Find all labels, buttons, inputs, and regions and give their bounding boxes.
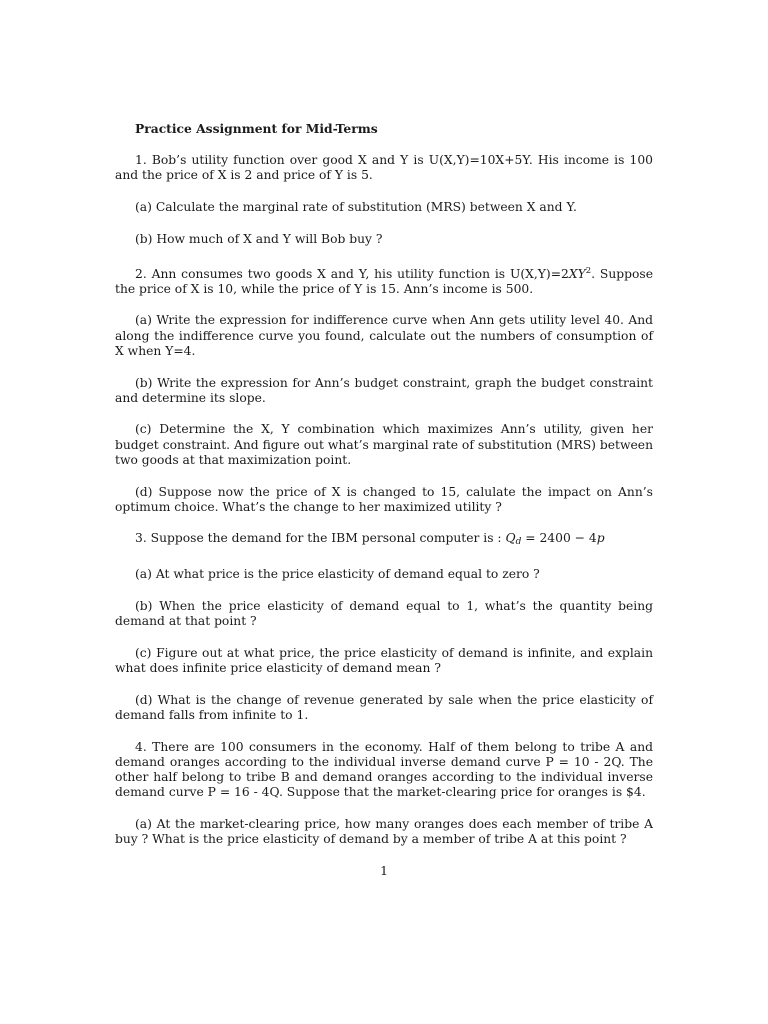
page-number: 1 — [380, 864, 388, 878]
paragraph: (a) Calculate the marginal rate of substitution (MRS) between X and Y. — [135, 200, 577, 215]
paragraph: (b) How much of X and Y will Bob buy ? — [135, 231, 383, 246]
paragraph: (d) Suppose now the price of X is changed to 15, calulate the impact on Ann’s optimum choice. What’s the change to her maximized utility ? — [115, 484, 653, 514]
paragraph: 2. Ann consumes two goods X and Y, his utility function is $U(X,Y)=2XY^2$. Suppose the price of X is 10, while the price of Y is 15. Ann’s income is 500. — [115, 265, 653, 296]
paragraph-list — [115, 153, 653, 847]
paragraph: (b) Write the expression for Ann’s budget constraint, graph the budget constraint and determine its slope. — [115, 375, 653, 405]
paragraph: (b) When the price elasticity of demand equal to 1, what’s the quantity being demand at that point ? — [115, 598, 653, 629]
paragraph: (d) What is the change of revenue generated by sale when the price elasticity of demand falls from infinite to 1. — [115, 692, 653, 722]
paragraph: 1. Bob’s utility function over good X and Y is U(X,Y)=10X+5Y. His income is 100 and the price of X is 2 and price of Y is 5. — [115, 153, 653, 183]
paragraph: (c) Figure out at what price, the price elasticity of demand is infinite, and explain what does infinite price elasticity of demand mean ? — [115, 645, 653, 675]
paragraph: 3. Suppose the demand for the IBM personal computer is : $Q_d = 2400 - 4p$ — [135, 531, 605, 548]
paragraph: 4. There are 100 consumers in the economy. Half of them belong to tribe A and demand oranges according to the individual inverse demand curve P = 10 - 2Q. The other half belong to tribe B and demand oranges according to the individual inverse demand curve P = 16 - 4Q. Suppose that the market-clearing price for oranges is $4. — [115, 739, 653, 800]
paragraph: (a) At what price is the price elasticity of demand equal to zero ? — [135, 567, 540, 582]
paragraph: (a) At the market-clearing price, how many oranges does each member of tribe A buy ? What is the price elasticity of demand by a member of tribe A at this point ? — [115, 816, 653, 847]
document-title: Practice Assignment for Mid-Terms — [135, 121, 378, 136]
document-body — [115, 121, 653, 864]
paragraph: (c) Determine the X, Y combination which maximizes Ann’s utility, given her budget constraint. And figure out what’s marginal rate of substitution (MRS) between two goods at that maximization point. — [115, 422, 653, 467]
paragraph: (a) Write the expression for indifference curve when Ann gets utility level 40. And along the indifference curve you found, calculate out the numbers of consumption of X when Y=4. — [115, 313, 653, 358]
